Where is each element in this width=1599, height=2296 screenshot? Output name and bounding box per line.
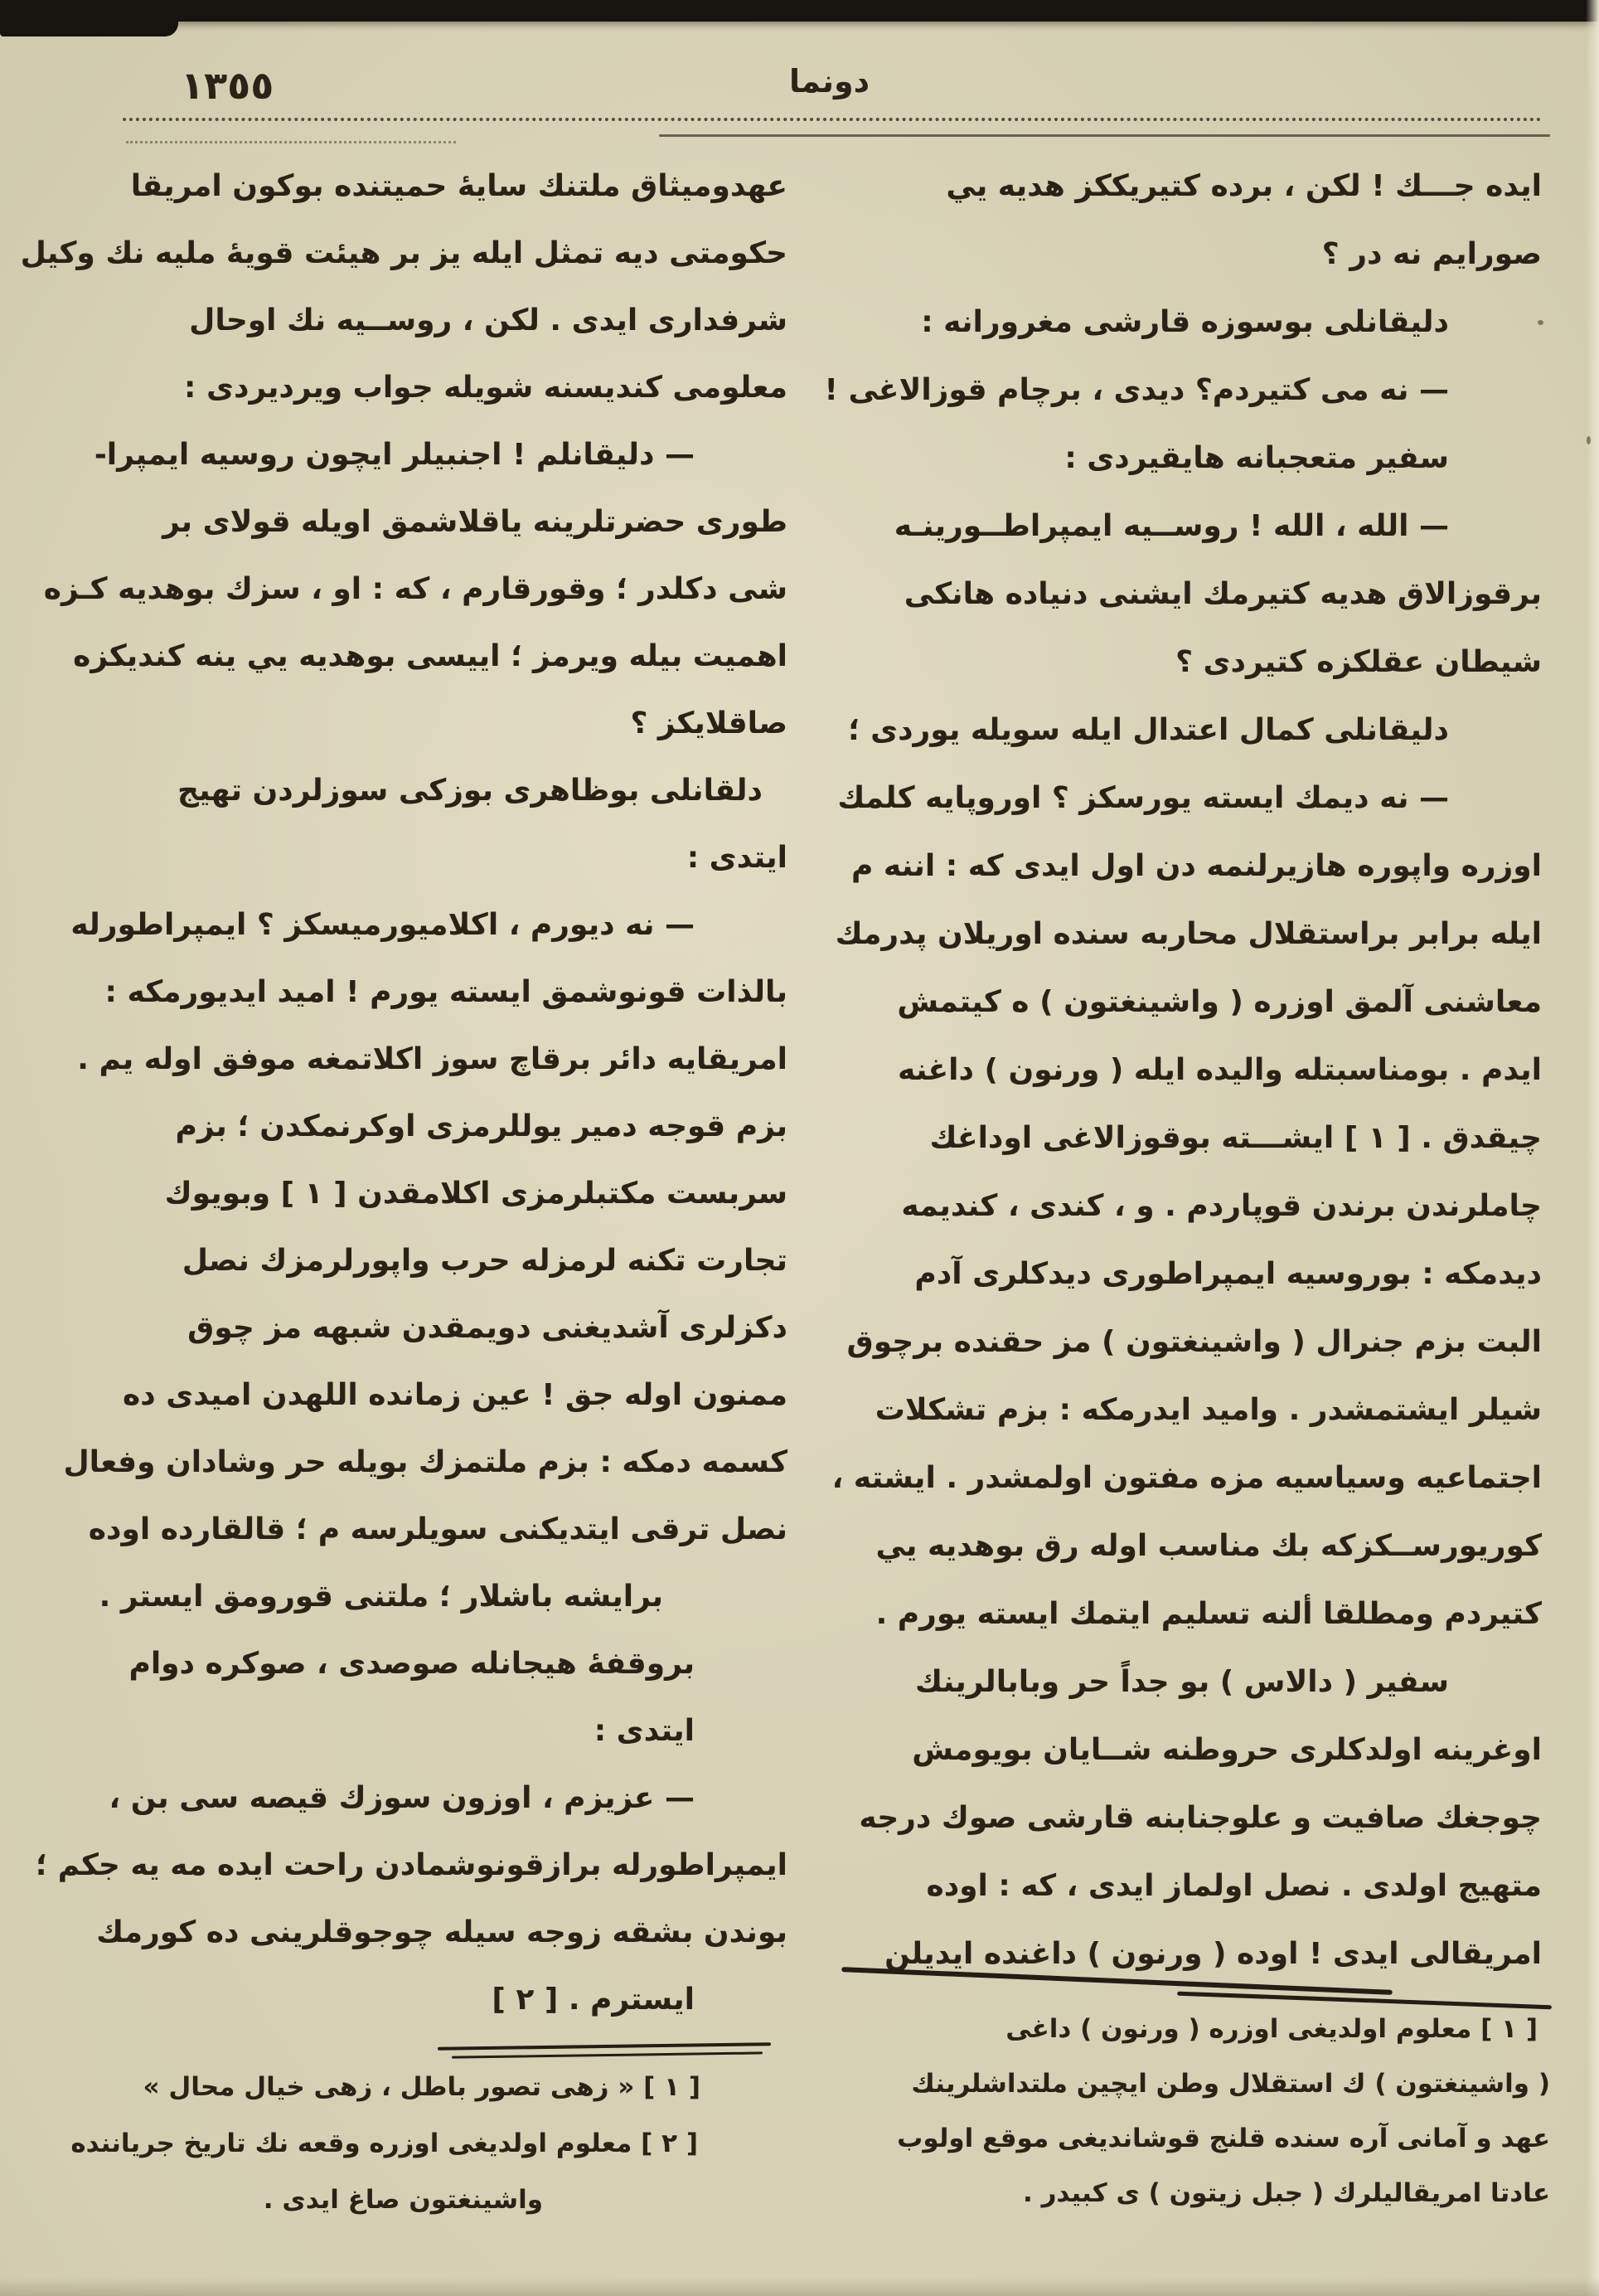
text-line: معلومى كنديسنه شويله جواب ويرديردى :	[184, 371, 787, 405]
text-line: سربست مكتبلرمزى اكلامقدن [ ١ ] وبويوك	[164, 1177, 787, 1211]
text-line: عهدوميثاق ملتنك سايهٔ حميتنده بوكون امريقا	[130, 169, 787, 203]
text-line: شيطان عقلكزه كتيردى ؟	[1175, 645, 1542, 679]
text-line: ايتدى :	[594, 1714, 695, 1748]
text-line: متهيج اولدى . نصل اولماز ايدى ، كه : اوده	[926, 1869, 1542, 1903]
footnote-separator-left	[438, 2042, 771, 2051]
text-line: ايمپراطورله برازقونوشمادن راحت ايده مه يه جكم ؛	[35, 1848, 787, 1882]
text-line: صاقلايكز ؟	[630, 706, 787, 740]
text-line: اوزره واپوره هازيرلنمه دن اول ايدى كه : اننه م	[850, 849, 1542, 883]
column-right	[824, 153, 1542, 1988]
text-line: برقوزالاق هديه كتيرمك ايشنى دنياده هانكى	[904, 577, 1542, 611]
footnote-line: [ ١ ] معلوم اولديغى اوزره ( ورنون ) داغى	[1005, 2014, 1538, 2044]
text-line: — دليقانلم ! اجنبيلر ايچون روسيه ايمپرا-	[94, 438, 695, 472]
ink-speck	[1538, 320, 1543, 325]
text-line: بوندن بشقه زوجه سيله چوجوقلرينى ده كورمك	[96, 1915, 787, 1949]
text-line: شيلر ايشتمشدر . واميد ايدرمكه : بزم تشكلات	[875, 1393, 1542, 1427]
text-line: بزم قوجه دمير يوللرمزى اوكرنمكدن ؛ بزم	[175, 1109, 787, 1143]
text-line: ايسترم . [ ٢ ]	[492, 1983, 695, 2017]
scan-edge-corner	[0, 0, 178, 36]
scan-edge-band	[0, 0, 1599, 22]
footnote-separator-left-2	[452, 2051, 763, 2058]
text-line: شرفدارى ايدى . لكن ، روســيه نك اوحال	[189, 303, 787, 337]
text-line: دكزلرى آشديغنى دويمقدن شبهه مز چوق	[187, 1311, 787, 1345]
text-line: اهميت بيله ويرمز ؛ اييسى بوهديه يي ينه كنديكزه	[73, 639, 787, 673]
footnote-line: [ ٢ ] معلوم اولديغى اوزره وقعه نك تاريخ جرياننده	[70, 2129, 698, 2158]
text-line: امريقايه دائر برقاچ سوز اكلاتمغه موفق اوله يم .	[77, 1042, 787, 1076]
footnote-line: واشينغتون صاغ ايدى .	[263, 2185, 543, 2215]
text-line: دليقانلى كمال اعتدال ايله سويله يوردى ؛	[848, 713, 1449, 747]
text-line: چيقدق . [ ١ ] ايشـــته بوقوزالاغى اوداغك	[929, 1121, 1542, 1155]
page-bottom-shadow	[0, 2278, 1599, 2296]
text-line: — عزيزم ، اوزون سوزك قيصه سى بن ،	[109, 1781, 695, 1815]
footnote-line: [ ١ ] « زهى تصور باطل ، زهى خيال محال »	[143, 2072, 700, 2102]
footnote-line: عهد و آمانى آره سنده قلنج قوشانديغى موقع اولوب	[897, 2124, 1550, 2153]
text-line: سفير متعجبانه هايقيردى :	[1064, 441, 1449, 475]
text-line: ايتدى :	[686, 841, 787, 875]
text-line: تجارت تكنه لرمزله حرب واپورلرمزك نصل	[182, 1244, 787, 1278]
footnote-line: ( واشينغتون ) ك استقلال وطن ايچين ملتداشلرينك	[911, 2069, 1550, 2099]
text-line: سفير ( دالاس ) بو جداً حر وبابالرينك	[915, 1665, 1449, 1699]
text-line: حكومتى ديه تمثل ايله يز بر هيئت قويهٔ مليه نك وكيل	[20, 236, 787, 270]
text-line: اوغرينه اولدكلرى حروطنه شــايان بويومش	[912, 1733, 1542, 1767]
footnotes-right	[831, 2002, 1550, 2221]
text-line: شى دكلدر ؛ وقورقارم ، كه : او ، سزك بوهديه كـزه	[43, 572, 787, 606]
text-line: ممنون اوله جق ! عين زمانده اللهدن اميدى ده	[122, 1378, 787, 1412]
text-line: طورى حضرتلرينه ياقلاشمق اويله قولاى بر	[162, 505, 787, 539]
ink-speck	[1587, 436, 1591, 444]
footnote-line: عادتا امريقاليلرك ( جبل زيتون ) ى كبيدر .	[1023, 2178, 1550, 2208]
page-number: ١٣٥٥	[181, 63, 274, 108]
text-line: — نه ديورم ، اكلاميورميسكز ؟ ايمپراطورله	[70, 908, 695, 942]
text-line: كسمه دمكه : بزم ملتمزك بويله حر وشادان وفعال	[63, 1445, 787, 1479]
text-line: كتيردم ومطلقا ألنه تسليم ايتمك ايسته يورم .	[875, 1597, 1542, 1631]
text-line: ايله برابر براستقلال محاربه سنده اوريلان پدرمك	[835, 917, 1542, 951]
text-line: البت بزم جنرال ( واشينغتون ) مز حقنده برچوق	[846, 1325, 1542, 1359]
text-line: ايده جـــك ! لكن ، برده كتيريككز هديه يي	[946, 169, 1542, 203]
header-dotted-rule-2	[126, 141, 456, 143]
text-line: نصل ترقى ايتديكنى سويلرسه م ؛ قالقارده اوده	[88, 1512, 787, 1546]
text-line: — الله ، الله ! روســيه ايمپراطــورينـه	[894, 509, 1449, 543]
header-solid-rule	[659, 134, 1550, 137]
text-line: دلقانلى بوظاهرى بوزكى سوزلردن تهيج	[177, 774, 763, 808]
text-line: صورايم نه در ؟	[1321, 237, 1542, 271]
text-line: ايدم . بومناسبتله واليده ايله ( ورنون ) داغنه	[897, 1053, 1542, 1087]
running-title: دونما	[789, 63, 870, 100]
text-line: ديدمكه : بوروسيه ايمپراطورى ديدكلرى آدم	[914, 1257, 1542, 1291]
text-line: اجتماعيه وسياسيه مزه مفتون اولمشدر . ايشته ،	[831, 1461, 1542, 1495]
text-line: بروقفهٔ هيجانله صوصدى ، صوكره دوام	[128, 1647, 695, 1681]
text-line: چوجغك صافيت و علوجنابنه قارشى صوك درجه	[859, 1801, 1542, 1835]
text-line: برايشه باشلار ؛ ملتنى قورومق ايستر .	[99, 1580, 663, 1614]
header-dotted-rule	[123, 118, 1542, 121]
footnotes-left	[70, 2059, 796, 2228]
text-line: دليقانلى بوسوزه قارشى مغرورانه :	[921, 305, 1449, 339]
text-line: — نه مى كتيردم؟ ديدى ، برچام قوزالاغى !	[824, 373, 1449, 407]
text-line: — نه ديمك ايسته يورسكز ؟ اوروپايه كلمك	[837, 781, 1449, 815]
text-line: بالذات قونوشمق ايسته يورم ! اميد ايديورمكه :	[104, 975, 787, 1009]
text-line: چاملرندن برندن قوپاردم . و ، كندى ، كنديمه	[901, 1189, 1542, 1223]
page-edge-highlight	[1586, 0, 1599, 2296]
text-line: امريقالى ايدى ! اوده ( ورنون ) داغنده ايديلن	[884, 1937, 1542, 1971]
text-line: كوريورســكزكه بك مناسب اوله رق بوهديه يي	[875, 1529, 1542, 1563]
column-left	[20, 153, 787, 2033]
text-line: معاشنى آلمق اوزره ( واشينغتون ) ه كيتمش	[897, 985, 1542, 1019]
